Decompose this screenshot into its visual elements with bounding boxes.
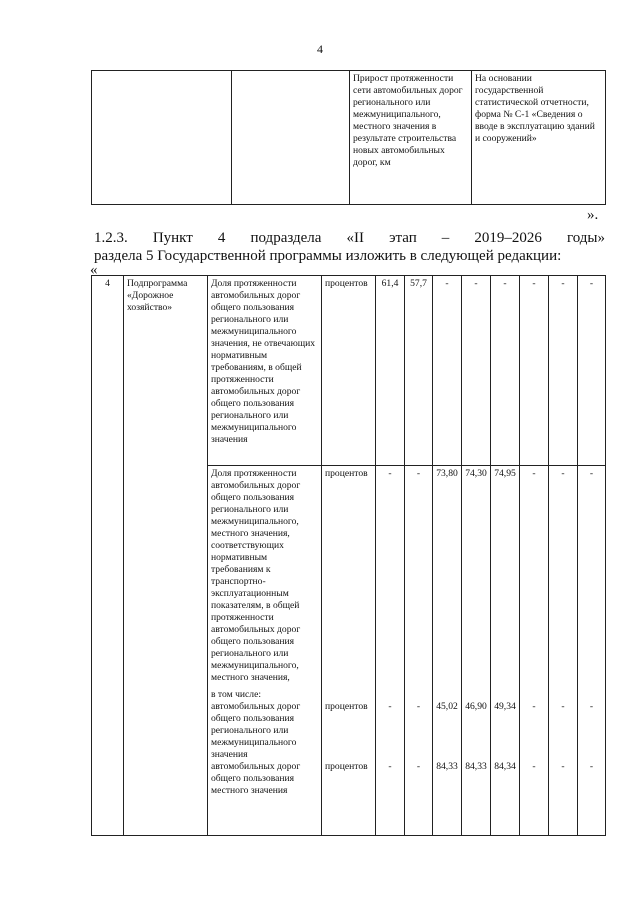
value-cell: 45,02	[436, 701, 458, 712]
indicator-2-unit: процентов	[325, 468, 368, 479]
value-cell: -	[388, 761, 392, 772]
value-column	[549, 466, 578, 836]
value-column	[462, 466, 491, 836]
value-cell: -	[433, 276, 462, 466]
value-column	[433, 466, 462, 836]
value-cell: -	[416, 468, 421, 479]
value-cell: 46,90	[465, 701, 487, 712]
indicator-2-cell	[208, 466, 322, 836]
value-cell: -	[561, 701, 565, 712]
row-number-cell: 4	[92, 276, 124, 836]
value-column	[578, 466, 606, 836]
indicator-2-text: Доля протяженности автомобильных дорог общего пользования регионального или межмуниципального, местного значения, соответствующих нормативным требованиям к транспортно-эксплуатационным показателям, в общей протяженности автомобильных дорог общего пользования регионального или межмуниципального, местного значения,	[211, 468, 301, 683]
value-cell: -	[589, 761, 594, 772]
value-cell: -	[416, 761, 421, 772]
value-cell: -	[520, 276, 549, 466]
value-cell: -	[491, 276, 520, 466]
top-table	[91, 70, 606, 205]
indicator-1-text: Доля протяженности автомобильных дорог общего пользования регионального или межмуниципального значения, не отвечающих нормативным требованиям, в общей протяженности автомобильных дорог общего пользования регионального или межмуниципального значения	[208, 276, 322, 466]
value-cell: -	[589, 701, 594, 712]
value-cell: -	[532, 468, 536, 479]
indicator-1-unit: процентов	[322, 276, 376, 466]
value-cell: -	[462, 276, 491, 466]
top-empty-cell-1	[92, 71, 232, 205]
page-number: 4	[317, 42, 323, 56]
including-label: в том числе:	[211, 689, 262, 700]
value-cell: -	[561, 761, 565, 772]
top-basis-cell: На основании государственной статистической отчетности, форма № С-1 «Сведения о вводе в эксплуатацию зданий и сооружений»	[472, 71, 606, 205]
value-cell: -	[589, 468, 594, 479]
indicator-2-unit-cell	[322, 466, 376, 836]
value-column	[491, 466, 520, 836]
value-cell: 61,4	[376, 276, 405, 466]
sub-2-unit: процентов	[325, 761, 368, 772]
value-cell: 49,34	[494, 701, 516, 712]
sub-1-text: автомобильных дорог общего пользования регионального или межмуниципального значения	[211, 701, 301, 760]
value-cell: 73,80	[436, 468, 458, 479]
value-cell: -	[388, 701, 392, 712]
value-column	[376, 466, 405, 836]
value-cell: 84,33	[465, 761, 487, 772]
opening-quote: «	[90, 262, 98, 278]
table-row-indicator-1	[92, 276, 606, 466]
value-cell: -	[388, 468, 392, 479]
sub-2-text: автомобильных дорог общего пользования местного значения	[211, 761, 301, 796]
subprogram-cell: Подпрограмма «Дорожное хозяйство»	[124, 276, 208, 836]
value-cell: -	[532, 701, 536, 712]
top-empty-cell-2	[232, 71, 350, 205]
value-cell: 74,30	[465, 468, 487, 479]
program-table	[91, 275, 606, 836]
value-cell: 84,33	[436, 761, 458, 772]
value-cell: -	[578, 276, 606, 466]
value-cell: 74,95	[494, 468, 516, 479]
closing-quote: ».	[587, 207, 599, 223]
value-cell: -	[549, 276, 578, 466]
paragraph-line-1: 1.2.3. Пункт 4 подраздела «II этап – 2019–2026 годы»	[94, 230, 605, 246]
paragraph-line-2: раздела 5 Государственной программы изложить в следующей редакции:	[94, 248, 562, 264]
top-indicator-cell: Прирост протяженности сети автомобильных дорог регионального или межмуниципального, местного значения в результате строительства новых автомобильных дорог, км	[350, 71, 472, 205]
value-column	[405, 466, 433, 836]
value-cell: -	[561, 468, 565, 479]
value-cell: 84,34	[494, 761, 516, 772]
sub-1-unit: процентов	[325, 701, 368, 712]
value-cell: -	[416, 701, 421, 712]
value-cell: -	[532, 761, 536, 772]
value-column	[520, 466, 549, 836]
value-cell: 57,7	[405, 276, 433, 466]
